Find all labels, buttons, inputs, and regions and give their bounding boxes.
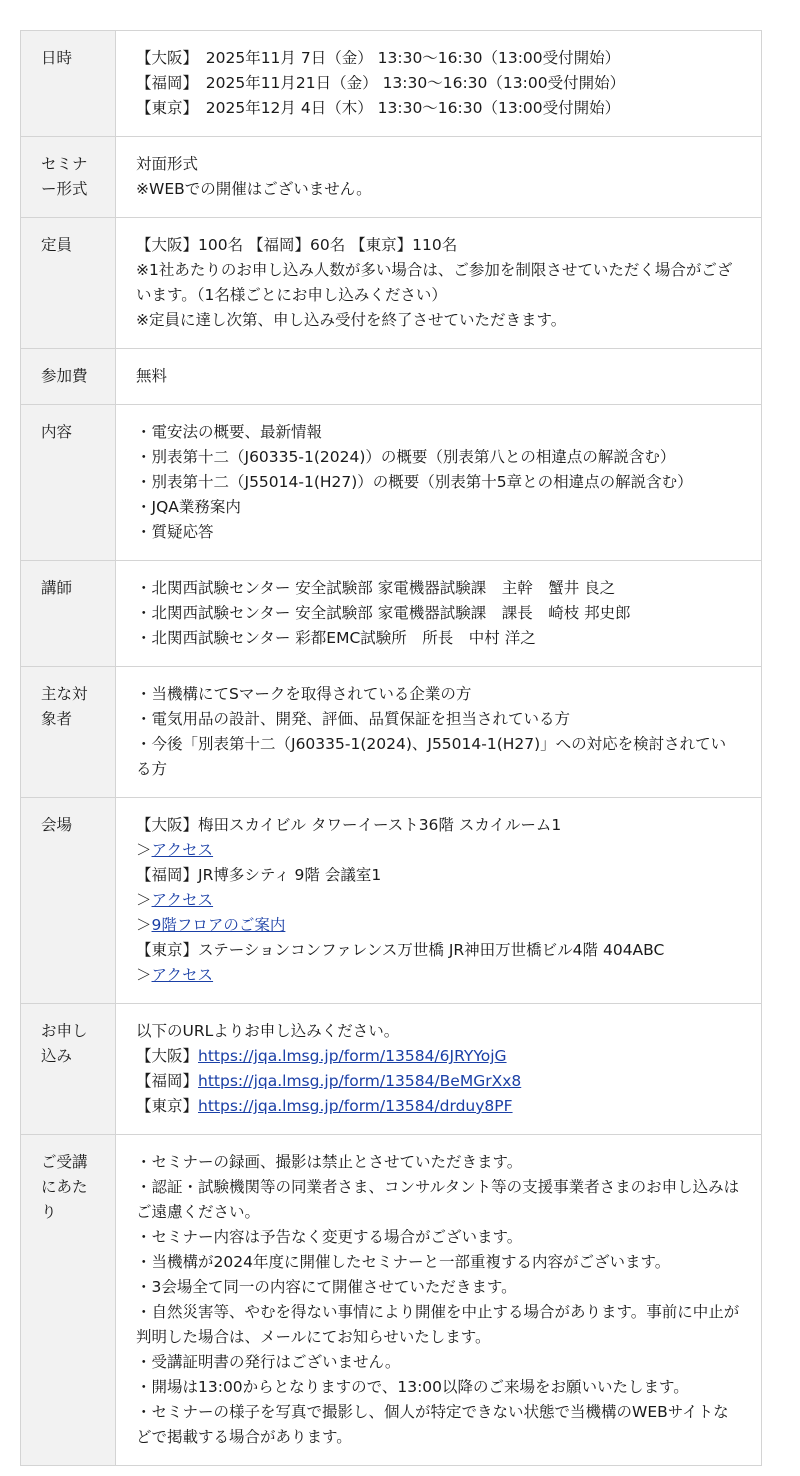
- text-line: ※WEBでの開催はございません。: [136, 180, 372, 198]
- apply-prefix: 【福岡】: [136, 1072, 199, 1090]
- row-target: [21, 667, 762, 798]
- fukuoka-floor-link[interactable]: 9階フロアのご案内: [151, 916, 286, 934]
- list-item: ・当機構にてSマークを取得されている企業の方: [136, 685, 472, 703]
- list-item: ・今後「別表第十二（J60335-1(2024)、J55014-1(H27)」への対応を検討されている方: [136, 735, 727, 778]
- venue-osaka: 【大阪】梅田スカイビル タワーイースト36階 スカイルーム1: [136, 816, 562, 834]
- arrow-icon: ＞: [136, 891, 152, 909]
- seminar-info: [20, 30, 762, 1466]
- list-item: ・電安法の概要、最新情報: [136, 423, 323, 441]
- row-content: [21, 405, 762, 561]
- row-label: 主な対象者: [21, 667, 116, 798]
- row-label: 講師: [21, 561, 116, 667]
- row-value: [116, 798, 762, 1004]
- row-label: 定員: [21, 218, 116, 349]
- datetime-tokyo: 【東京】 2025年12月 4日（木） 13:30～16:30（13:00受付開始）: [136, 99, 621, 117]
- list-item: ・セミナーの録画、撮影は禁止とさせていただきます。: [136, 1153, 523, 1171]
- row-value: [116, 667, 762, 798]
- apply-osaka-link[interactable]: https://jqa.lmsg.jp/form/13584/6JRYYojG: [198, 1047, 507, 1065]
- row-label: 会場: [21, 798, 116, 1004]
- list-item: ・自然災害等、やむを得ない事情により開催を中止する場合があります。事前に中止が判明した場合は、メールにてお知らせいたします。: [136, 1303, 740, 1346]
- list-item: ・北関西試験センター 彩都EMC試験所 所長 中村 洋之: [136, 629, 536, 647]
- row-label: 内容: [21, 405, 116, 561]
- row-value: [116, 218, 762, 349]
- row-lecturer: [21, 561, 762, 667]
- apply-prefix: 【大阪】: [136, 1047, 199, 1065]
- text-line: 無料: [136, 367, 168, 385]
- fukuoka-access-link[interactable]: アクセス: [151, 891, 214, 909]
- row-label: 日時: [21, 31, 116, 137]
- list-item: ・セミナー内容は予告なく変更する場合がございます。: [136, 1228, 523, 1246]
- row-venue: [21, 798, 762, 1004]
- list-item: ・北関西試験センター 安全試験部 家電機器試験課 課長 崎枝 邦史郎: [136, 604, 631, 622]
- apply-intro: 以下のURLよりお申し込みください。: [136, 1022, 400, 1040]
- venue-fukuoka-floor: [136, 913, 741, 938]
- row-label: 参加費: [21, 349, 116, 405]
- row-format: [21, 137, 762, 218]
- row-value: [116, 405, 762, 561]
- apply-osaka: [136, 1044, 741, 1069]
- text-line: 対面形式: [136, 155, 199, 173]
- row-value: [116, 349, 762, 405]
- tokyo-access-link[interactable]: アクセス: [151, 966, 214, 984]
- apply-fukuoka: [136, 1069, 741, 1094]
- apply-fukuoka-link[interactable]: https://jqa.lmsg.jp/form/13584/BeMGrXx8: [198, 1072, 522, 1090]
- arrow-icon: ＞: [136, 841, 152, 859]
- row-value: [116, 31, 762, 137]
- apply-tokyo: [136, 1094, 741, 1119]
- datetime-fukuoka: 【福岡】 2025年11月21日（金） 13:30～16:30（13:00受付開始）: [136, 74, 626, 92]
- list-item: ・北関西試験センター 安全試験部 家電機器試験課 主幹 蟹井 良之: [136, 579, 616, 597]
- venue-osaka-access: [136, 838, 741, 863]
- list-item: ・電気用品の設計、開発、評価、品質保証を担当されている方: [136, 710, 571, 728]
- list-item: ・JQA業務案内: [136, 498, 241, 516]
- row-label: お申し込み: [21, 1004, 116, 1135]
- row-capacity: [21, 218, 762, 349]
- list-item: ・3会場全て同一の内容にて開催させていただきます。: [136, 1278, 517, 1296]
- text-line: 【大阪】100名 【福岡】60名 【東京】110名: [136, 236, 458, 254]
- list-item: ・別表第十二（J60335-1(2024)）の概要（別表第八との相違点の解説含む）: [136, 448, 676, 466]
- venue-tokyo-access: [136, 963, 741, 988]
- arrow-icon: ＞: [136, 966, 152, 984]
- row-value: [116, 1135, 762, 1466]
- text-line: ※定員に達し次第、申し込み受付を終了させていただきます。: [136, 311, 567, 329]
- row-value: [116, 137, 762, 218]
- list-item: ・開場は13:00からとなりますので、13:00以降のご来場をお願いいたします。: [136, 1378, 689, 1396]
- venue-tokyo: 【東京】ステーションコンファレンス万世橋 JR神田万世橋ビル4階 404ABC: [136, 941, 665, 959]
- row-label: セミナー形式: [21, 137, 116, 218]
- text-line: ※1社あたりのお申し込み人数が多い場合は、ご参加を制限させていただく場合がございます。（1名様ごとにお申し込みください）: [136, 261, 733, 304]
- seminar-info-table: [20, 30, 762, 1466]
- apply-prefix: 【東京】: [136, 1097, 199, 1115]
- row-value: [116, 561, 762, 667]
- apply-tokyo-link[interactable]: https://jqa.lmsg.jp/form/13584/drduy8PF: [198, 1097, 513, 1115]
- row-datetime: [21, 31, 762, 137]
- list-item: ・別表第十二（J55014-1(H27)）の概要（別表第十5章との相違点の解説含む）: [136, 473, 693, 491]
- row-apply: [21, 1004, 762, 1135]
- list-item: ・質疑応答: [136, 523, 214, 541]
- row-label: ご受講にあたり: [21, 1135, 116, 1466]
- venue-fukuoka-access: [136, 888, 741, 913]
- venue-fukuoka: 【福岡】JR博多シティ 9階 会議室1: [136, 866, 382, 884]
- row-value: [116, 1004, 762, 1135]
- list-item: ・当機構が2024年度に開催したセミナーと一部重複する内容がございます。: [136, 1253, 671, 1271]
- arrow-icon: ＞: [136, 916, 152, 934]
- list-item: ・セミナーの様子を写真で撮影し、個人が特定できない状態で当機構のWEBサイトなどで掲載する場合があります。: [136, 1403, 729, 1446]
- list-item: ・認証・試験機関等の同業者さま、コンサルタント等の支援事業者さまのお申し込みはご遠慮ください。: [136, 1178, 740, 1221]
- list-item: ・受講証明書の発行はございません。: [136, 1353, 401, 1371]
- row-fee: [21, 349, 762, 405]
- osaka-access-link[interactable]: アクセス: [151, 841, 214, 859]
- row-notes: [21, 1135, 762, 1466]
- datetime-osaka: 【大阪】 2025年11月 7日（金） 13:30～16:30（13:00受付開始）: [136, 49, 621, 67]
